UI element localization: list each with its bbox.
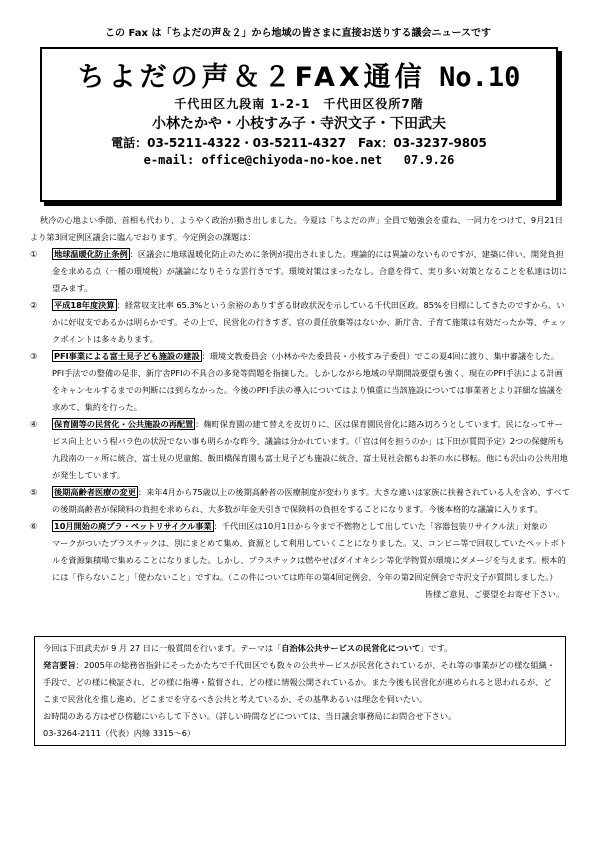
topic-body: ：来年4月から75歳以上の後期高齢者の医療制度が変わります。大きな違いは家族に扶養されている人を含め、すべての後期高齢者が保険料の負担を求められ、大多数が年金天引きで保険料の負担をすることになります。今後本格的な議論に入ります。: [52, 487, 570, 514]
newsletter-title: [42, 55, 556, 94]
question-announcement: [43, 640, 557, 657]
question-theme: 自治体公共サービスの民営化について: [281, 643, 421, 653]
email-address: e-mail: office@chiyoda-no-koe.net: [143, 153, 383, 167]
topic-number: ⑥: [30, 521, 38, 531]
summary-label: 発言要旨: [43, 660, 76, 670]
topic-list: [30, 246, 581, 603]
topic-body: ：千代田区は10月1日から今まで不燃物として出していた「容器包装リサイクル法」対象の マークがついたプラスチックは、別にまとめて集め、資源として利用していくことになりました。又、コンビニ等で回収していたペットボトルを資源集積場で集めることになりました。しかし、プラスチックは燃やせばダイオキシン等化学物質が環境にダメージを与えます。根本的には「作らないこと」「使わないこと」ですね。（この件については昨年の第4回定例会、今年の第2回定例会で寺沢文子が質問しました。）: [52, 521, 581, 582]
topic-item: [30, 518, 581, 586]
topic-title: 10月開始の廃プラ・ペットリサイクル事業: [54, 521, 212, 531]
general-question-box: [34, 636, 566, 746]
masthead-box: [40, 47, 558, 202]
office-address: 千代田区九段南 1-2-1 千代田区役所7階: [174, 97, 424, 111]
topic-title: 平成18年度決算: [54, 300, 115, 310]
topic-body: ：区議会に地球温暖化防止のために条例が提出されました。理論的には異論のないものですが、建築に伴い、開発負担金を求める点（一種の環境税）が議論になりそうな雲行きです。環境対策はまったなし。合意を得て、実り多い対策となることを私達は切に望みます。: [52, 249, 567, 293]
topic-title: 地球温暖化防止条例: [54, 249, 128, 259]
topic-number: ⑤: [30, 487, 38, 497]
email-date-line: [42, 153, 556, 167]
question-summary: [43, 657, 557, 708]
council-contact: 03-3264-2111（代表）内線 3315～6）: [43, 728, 196, 738]
intro-paragraph: 秋冷の心地よい季節、首相も代わり、ようやく政治が動き出しました。今夏は「ちよだの声」全員で勉強会を重ね、一同力をつけて、9月21日より第3回定例区議会に臨んでおります。今定例会の課題は：: [30, 215, 563, 242]
issue-number: No.10: [439, 62, 521, 93]
topic-title: PFI事業による富士見子ども施設の建設: [54, 351, 200, 361]
newsletter-name: ちよだの声＆２FAX通信: [77, 62, 426, 93]
topic-item: [30, 416, 570, 484]
topic-body: ：麹町保育園の建て替えを皮切りに、区は保育園民営化に踏み切ろうとしています。民になってサービス向上という程バラ色の状況でない事も明らかな昨今、議論は分かれています。（「官は何を担うのか」は下田が質問予定）2つの保健所も九段南の一ヶ所に統合、富士見の児童館、飯田橋保育園も富士見子ども施設に統合、富士見社会館もお茶の水に移転。他にも沢山の公共用地が発生しています。: [52, 419, 568, 480]
announcement-suffix: 」です。: [420, 643, 453, 653]
feedback-request: 皆様ご意見、ご要望をお寄せ下さい。: [424, 589, 564, 599]
topic-title: 保育園等の民営化・公共施設の再配置: [54, 419, 194, 429]
topic-number: ②: [30, 300, 38, 310]
topic-item: [30, 484, 570, 518]
topic-number: ④: [30, 419, 38, 429]
summary-text: ：2005年の総務省指針にそったかたちで千代田区でも数々の公共サービスが民営化されているが、それ等の事業がどの様な組織・手段で、どの様に検証され、どの様に指導・監督され、どの様に情報公開されているか。また今後も民営化が進められると思われるが、どこまで民営化を推し進め、どこまでを守るべき公共と考えているか、その基準あるいは理念を伺いたい。: [43, 660, 556, 704]
phone-fax-line: 電話：03-5211-4322・03-5211-4327 Fax：03-3237-9805: [111, 136, 487, 150]
visit-invitation: お時間のある方はぜひ傍聴にいらして下さい。（詳しい時間などについては、当日議会事務局にお問合せ下さい。: [43, 711, 457, 721]
topic-item: [30, 297, 570, 348]
announcement-prefix: 今回は下田武夫が 9 月 27 日に一般質問を行います。テーマは「: [43, 643, 282, 653]
topic-number: ①: [30, 249, 38, 259]
fax-purpose-note: この Fax は「ちよだの声＆２」から地域の皆さまに直接お送りする議会ニュースです: [105, 28, 491, 39]
topic-item: [30, 348, 570, 416]
topic-body: ：環境文教委員会（小林かやた委員長・小枝すみ子委員）でこの夏4回に渡り、集中審議をした。PFI手法での整備の是非、新庁舎PFIの不具合の多発等問題を指摘した。しかしながら地域の早期開設要望も強く、現在のPFI手法による計画をキャンセルするまでの判断には到らなかった。今後のPFI手法の導入についてはより慎重に当該施設については事業者とより詳細な協議を求めて、集約を行った。: [52, 351, 564, 412]
topic-number: ③: [30, 351, 38, 361]
topic-title: 後期高齢者医療の変更: [54, 487, 136, 497]
member-names: 小林たかや・小枝すみ子・寺沢文子・下田武夫: [152, 116, 446, 132]
issue-date: 07.9.26: [403, 153, 455, 167]
topic-item: [30, 246, 570, 297]
topic-body: ：経常収支比率 65.3%という余裕のありすぎる財政状況を示している千代田区政。85%を目標にしてきたのですから、いかに好収支であるかは明らかです。その上で、民営化の行きすぎ、官の責任放棄等はないか、新庁舎、子育て施策は有効だったか等、チェックポイントは多々あります。: [52, 300, 567, 344]
